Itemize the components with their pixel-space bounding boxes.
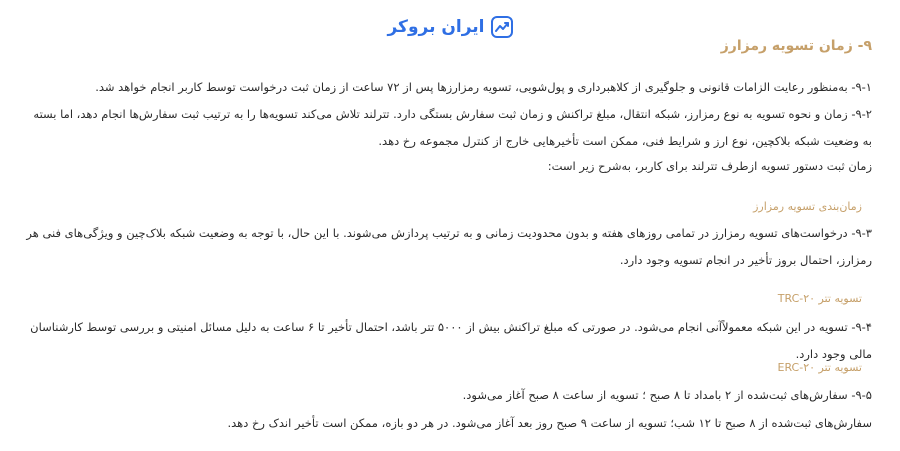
paragraph-9-4: ۹-۴- تسویه در این شبکه معمولاًآنی انجام می‌شود. در صورتی که مبلغ تراکنش بیش از ۵۰۰۰ تتر باشد، احتمال تأخیر تا ۶ ساعت به دلیل مسائل امنیتی و بررسی توسط کارشناسان مالی وجود دارد. (30, 320, 872, 361)
section-title: ۹- زمان تسویه رمزارز (720, 38, 872, 54)
paragraph-9-5-continued: سفارش‌های ثبت‌شده از ۸ صبح تا ۱۲ شب؛ تسویه از ساعت ۹ صبح روز بعد آغاز می‌شود. در هر دو بازه، ممکن است تأخیر اندک رخ دهد. (227, 416, 872, 430)
paragraph-9-5: ۹-۵- سفارش‌های ثبت‌شده از ۲ بامداد تا ۸ صبح ؛ تسویه از ساعت ۸ صبح آغاز می‌شود. (462, 388, 872, 402)
paragraph-9-1: ۹-۱- به‌منظور رعایت الزامات قانونی و جلوگیری از کلاهبرداری و پول‌شویی، تسویه رمزارزها پس از ۷۲ ساعت از زمان ثبت درخواست توسط کاربر انجام خواهد شد. (95, 80, 872, 94)
brand-name: ایران بروکر (387, 17, 485, 37)
paragraph-9-2: ۹-۲- زمان و نحوه تسویه به نوع رمزارز، شبکه انتقال، مبلغ تراکنش و زمان ثبت سفارش بستگی دارد. تترلند تلاش می‌کند تسویه‌ها را به ترتیب ثبت سفارش‌ها انجام دهد، اما بسته به وضعیت شبکه بلاکچین، نوع ارز و شرایط فنی، ممکن است تأخیرهایی خارج از کنترل مجموعه رخ دهد. (33, 107, 872, 148)
paragraph-9-3: ۹-۳- درخواست‌های تسویه رمزارز در تمامی روزهای هفته و بدون محدودیت زمانی و به ترتیب پردازش می‌شوند. با این حال، با توجه به وضعیت شبکه بلاک‌چین و ویژگی‌های فنی هر رمزارز، احتمال بروز تأخیر در انجام تسویه وجود دارد. (26, 226, 872, 267)
trend-chart-icon (491, 16, 513, 38)
paragraph-intro: زمان ثبت دستور تسویه ازطرف تترلند برای کاربر، به‌شرح زیر است: (547, 159, 872, 173)
subhead-schedule: زمان‌بندی تسویه رمزارز (753, 200, 862, 213)
subhead-trc20: تسویه تتر TRC-۲۰ (777, 292, 862, 305)
subhead-erc20: تسویه تتر ERC-۲۰ (777, 361, 862, 374)
brand-logo[interactable] (387, 16, 512, 38)
